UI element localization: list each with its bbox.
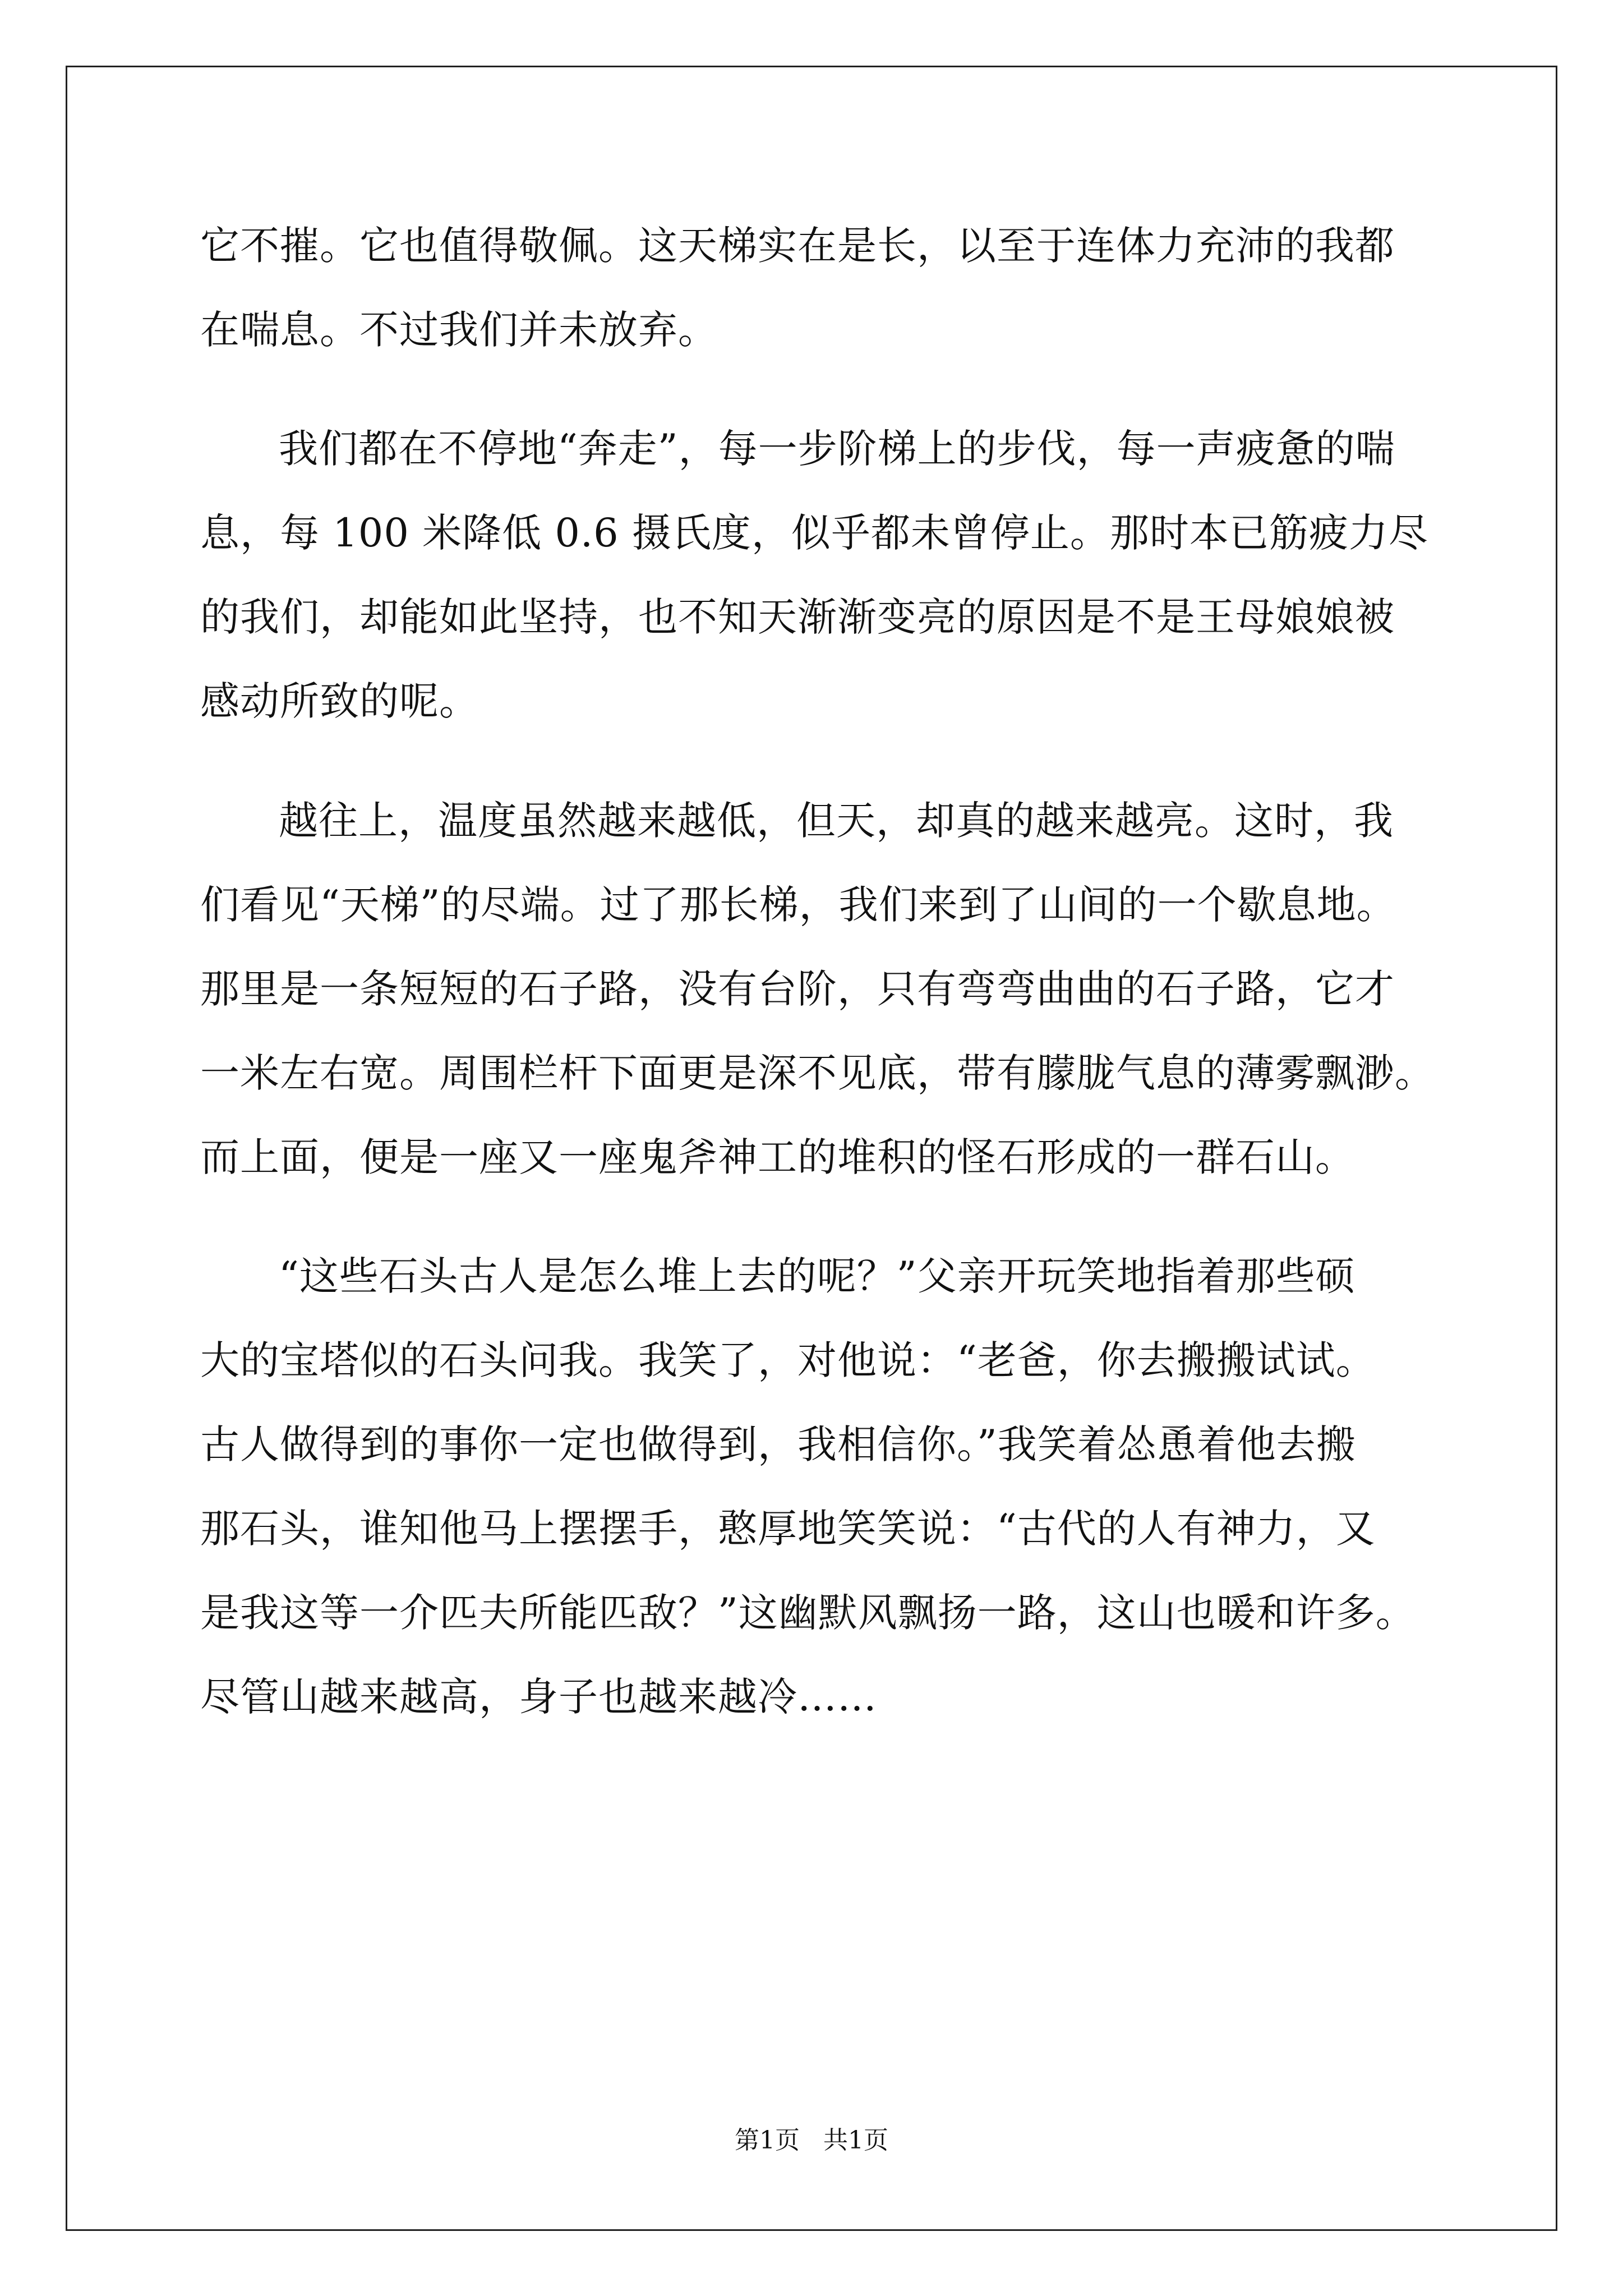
text-line: 一米左右宽。周围栏杆下面更是深不见底，带有朦胧气息的薄雾飘渺。 <box>200 1050 1435 1096</box>
text-line: 我们都在不停地“奔走”，每一步阶梯上的步伐，每一声疲惫的喘 <box>279 426 1395 472</box>
text-line: 越往上，温度虽然越来越低，但天，却真的越来越亮。这时，我 <box>279 798 1394 844</box>
text-line: 们看见“天梯”的尽端。过了那长梯，我们来到了山间的一个歇息地。 <box>200 882 1396 928</box>
text-line: 而上面，便是一座又一座鬼斧神工的堆积的怪石形成的一群石山。 <box>200 1134 1355 1180</box>
text-line: 尽管山越来越高，身子也越来越冷…… <box>200 1674 877 1720</box>
text-line: 它不摧。它也值得敬佩。这天梯实在是长，以至于连体力充沛的我都 <box>200 223 1395 269</box>
text-line: 古人做得到的事你一定也做得到，我相信你。”我笑着怂恿着他去搬 <box>200 1421 1356 1467</box>
text-line: “这些石头古人是怎么堆上去的呢？”父亲开玩笑地指着那些硕 <box>279 1253 1355 1299</box>
text-line: 是我这等一介匹夫所能匹敌？”这幽默风飘扬一路，这山也暖和许多。 <box>200 1590 1415 1636</box>
text-line: 在喘息。不过我们并未放弃。 <box>200 307 718 353</box>
text-line: 那石头，谁知他马上摆摆手，憨厚地笑笑说：“古代的人有神力，又 <box>200 1506 1376 1552</box>
text-line: 息，每 100 米降低 0.6 摄氏度，似乎都未曾停止。那时本已筋疲力尽 <box>200 510 1428 556</box>
text-line: 大的宝塔似的石头问我。我笑了，对他说：“老爸，你去搬搬试试。 <box>200 1337 1376 1383</box>
text-line: 的我们，却能如此坚持，也不知天渐渐变亮的原因是不是王母娘娘被 <box>200 594 1395 640</box>
text-line: 那里是一条短短的石子路，没有台阶，只有弯弯曲曲的石子路，它才 <box>200 966 1395 1012</box>
text-line: 感动所致的呢。 <box>200 678 479 724</box>
page-footer: 第1页 共1页 <box>735 2126 888 2155</box>
